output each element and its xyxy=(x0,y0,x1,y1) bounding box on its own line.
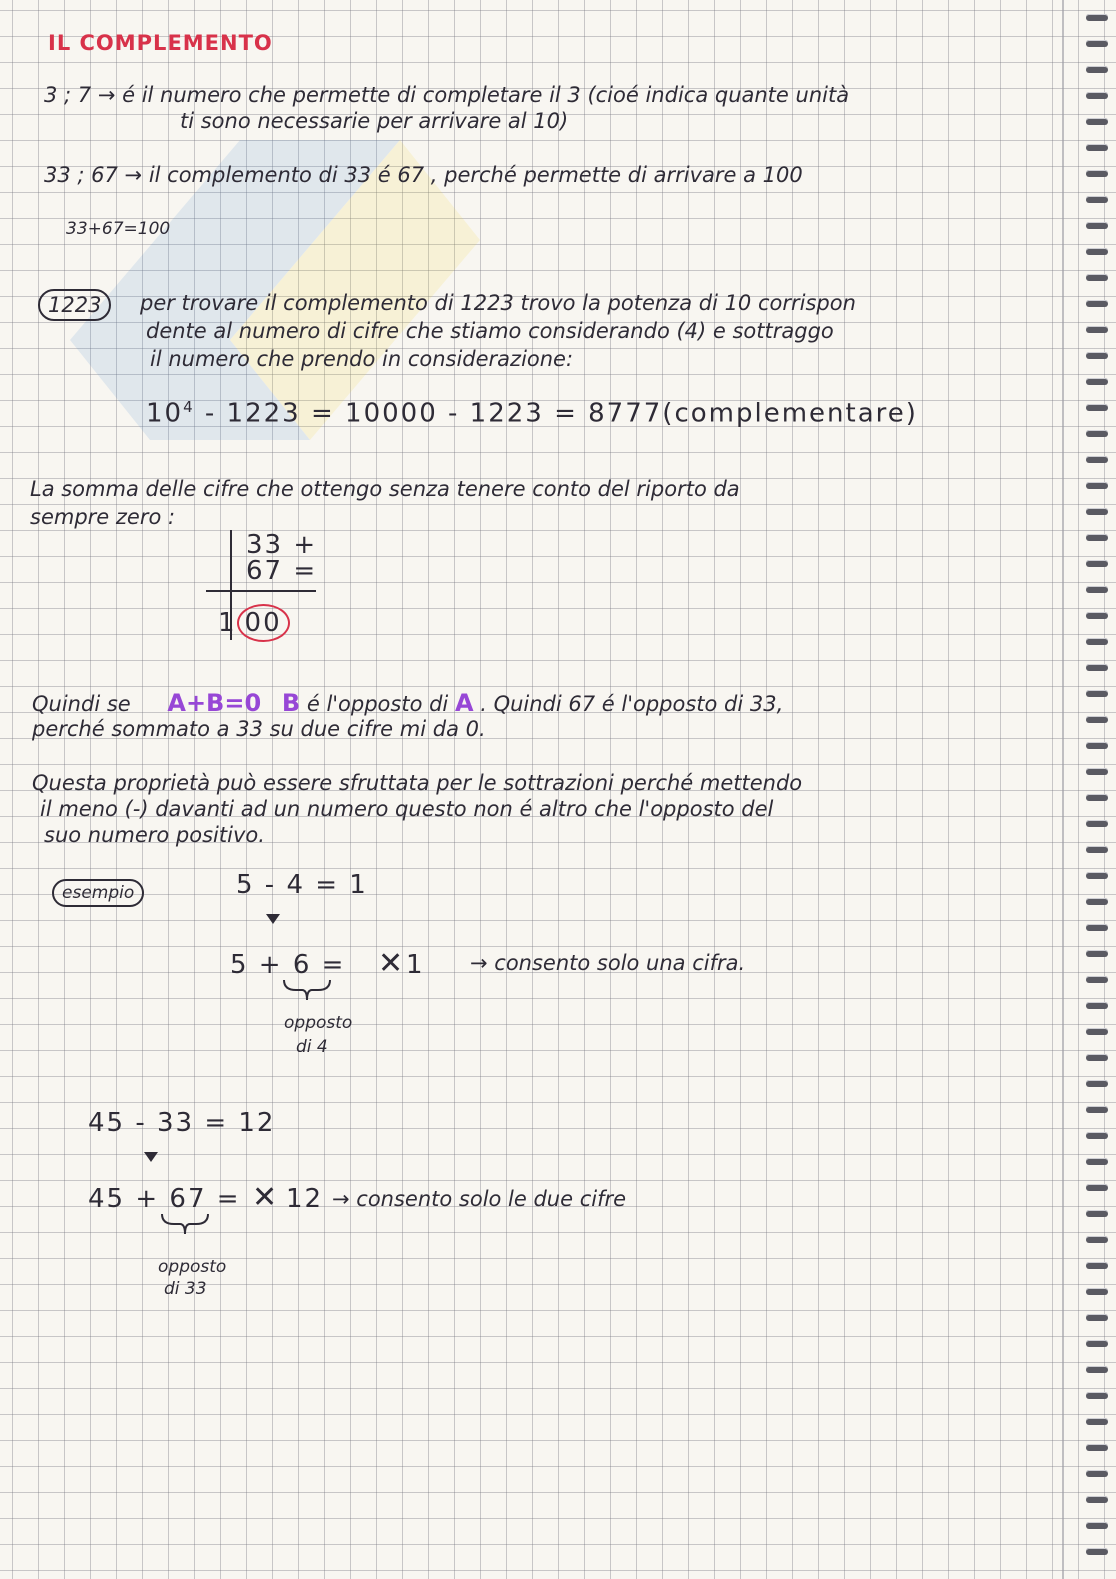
binding-hole xyxy=(1086,40,1108,47)
line-6b: perché sommato a 33 su due cifre mi da 0. xyxy=(32,717,486,741)
binding-hole xyxy=(1086,846,1108,853)
example-1-label-b: di 4 xyxy=(296,1037,328,1057)
binding-hole xyxy=(1086,1054,1108,1061)
binding-hole xyxy=(1086,872,1108,879)
binding-hole xyxy=(1086,144,1108,151)
binding-hole xyxy=(1086,1444,1108,1451)
binding-hole xyxy=(1086,66,1108,73)
binding-hole xyxy=(1086,92,1108,99)
binding-hole xyxy=(1086,14,1108,21)
line-5a: La somma delle cifre che ottengo senza tenere conto del riporto da xyxy=(30,477,740,501)
binding-hole xyxy=(1086,404,1108,411)
line-6a-post: . Quindi 67 é l'opposto di 33, xyxy=(480,692,784,716)
binding-hole xyxy=(1086,248,1108,255)
formula-b: B xyxy=(281,689,301,717)
binding-hole xyxy=(1086,430,1108,437)
formula-a: A xyxy=(454,689,474,717)
binding-hole xyxy=(1086,170,1108,177)
binding-hole xyxy=(1086,1210,1108,1217)
binding-hole xyxy=(1086,1470,1108,1477)
eq-base: 10 xyxy=(146,398,184,429)
down-arrow-icon xyxy=(144,1152,158,1162)
binding-hole xyxy=(1086,560,1108,567)
column-result-zeros: 00 xyxy=(237,604,290,642)
binding-hole xyxy=(1086,950,1108,957)
binding-hole xyxy=(1086,196,1108,203)
margin-line xyxy=(1062,0,1064,1579)
line-6a xyxy=(32,690,783,717)
eq-rest: - 1223 = 10000 - 1223 = 8777(complementare) xyxy=(204,398,918,429)
binding-hole xyxy=(1086,612,1108,619)
column-result xyxy=(218,610,290,636)
boxed-number xyxy=(38,292,111,318)
binding-hole xyxy=(1086,820,1108,827)
binding-hole xyxy=(1086,1418,1108,1425)
binding-hole xyxy=(1086,1080,1108,1087)
line-5b: sempre zero : xyxy=(30,505,176,529)
binding-hole xyxy=(1086,1288,1108,1295)
column-result-carry: 1 xyxy=(218,608,237,638)
eq-exponent: 4 xyxy=(183,398,195,416)
binding-hole xyxy=(1086,1132,1108,1139)
binding-hole xyxy=(1086,716,1108,723)
line-4b: dente al numero di cifre che stiamo considerando (4) e sottraggo xyxy=(146,319,834,343)
example-1-sum: 5 + 6 = xyxy=(230,950,346,980)
line-7b: il meno (-) davanti ad un numero questo non é altro che l'opposto del xyxy=(40,797,774,821)
line-1a: 3 ; 7 → é il numero che permette di completare il 3 (cioé indica quante unità xyxy=(44,83,850,107)
example-1-label-a: opposto xyxy=(284,1013,353,1033)
binding-hole xyxy=(1086,1002,1108,1009)
boxed-number-label: 1223 xyxy=(38,289,111,321)
binding-hole xyxy=(1086,794,1108,801)
column-row-b: 67 = xyxy=(246,556,318,586)
binding-hole xyxy=(1086,924,1108,931)
example-label-text: esempio xyxy=(52,879,144,907)
binding-hole xyxy=(1086,456,1108,463)
binding-hole xyxy=(1086,976,1108,983)
binding-hole xyxy=(1086,482,1108,489)
formula-sum: A+B=0 xyxy=(167,689,262,717)
binding-hole xyxy=(1086,1184,1108,1191)
line-1b: ti sono necessarie per arrivare al 10) xyxy=(180,109,569,133)
line-3: 33+67=100 xyxy=(66,219,171,239)
binding-hole xyxy=(1086,378,1108,385)
binding-hole xyxy=(1086,534,1108,541)
example-2-result: 12 xyxy=(286,1184,324,1214)
binding-hole xyxy=(1086,1262,1108,1269)
column-row-a: 33 + xyxy=(246,530,318,560)
binding-hole xyxy=(1086,1028,1108,1035)
example-2-sum: 45 + 67 = xyxy=(88,1184,241,1214)
cross-icon: ✕ xyxy=(378,946,404,981)
brace-icon xyxy=(282,978,332,1008)
binding-hole xyxy=(1086,326,1108,333)
binding-hole xyxy=(1086,638,1108,645)
binding-hole xyxy=(1086,274,1108,281)
binding-hole xyxy=(1086,690,1108,697)
binding-hole xyxy=(1086,768,1108,775)
cross-icon: ✕ xyxy=(252,1180,278,1215)
binding-hole xyxy=(1086,1158,1108,1165)
line-7c: suo numero positivo. xyxy=(44,823,265,847)
equation-power xyxy=(146,394,918,427)
column-horizontal-line xyxy=(206,590,316,592)
example-1-equation: 5 - 4 = 1 xyxy=(236,870,368,900)
line-2: 33 ; 67 → il complemento di 33 é 67 , perché permette di arrivare a 100 xyxy=(44,163,803,187)
example-2-note: → consento solo le due cifre xyxy=(332,1187,627,1211)
binding-hole xyxy=(1086,1496,1108,1503)
binding-hole xyxy=(1086,1522,1108,1529)
binding-hole xyxy=(1086,1392,1108,1399)
line-6a-mid: é l'opposto di xyxy=(306,692,449,716)
binding-hole xyxy=(1086,508,1108,515)
binding-hole xyxy=(1086,898,1108,905)
spiral-binding xyxy=(1074,0,1116,1579)
line-4c: il numero che prendo in considerazione: xyxy=(150,347,574,371)
example-2-label-b: di 33 xyxy=(164,1279,207,1299)
brace-icon xyxy=(160,1212,210,1242)
binding-hole xyxy=(1086,1236,1108,1243)
binding-hole xyxy=(1086,1548,1108,1555)
binding-hole xyxy=(1086,586,1108,593)
binding-hole xyxy=(1086,664,1108,671)
binding-hole xyxy=(1086,1314,1108,1321)
binding-hole xyxy=(1086,1106,1108,1113)
line-6a-pre: Quindi se xyxy=(32,692,131,716)
binding-hole xyxy=(1086,222,1108,229)
example-1-note: → consento solo una cifra. xyxy=(470,951,746,975)
down-arrow-icon xyxy=(266,914,280,924)
binding-hole xyxy=(1086,1340,1108,1347)
example-2-label-a: opposto xyxy=(158,1257,227,1277)
binding-hole xyxy=(1086,300,1108,307)
line-7a: Questa proprietà può essere sfruttata per le sottrazioni perché mettendo xyxy=(32,771,803,795)
page-title: IL COMPLEMENTO xyxy=(48,31,273,55)
binding-hole xyxy=(1086,742,1108,749)
line-4a: per trovare il complemento di 1223 trovo la potenza di 10 corrispon xyxy=(140,291,856,315)
example-label xyxy=(52,880,144,906)
binding-hole xyxy=(1086,352,1108,359)
binding-hole xyxy=(1086,1366,1108,1373)
example-1-result: 1 xyxy=(406,950,425,980)
example-2-equation: 45 - 33 = 12 xyxy=(88,1108,276,1138)
binding-hole xyxy=(1086,118,1108,125)
